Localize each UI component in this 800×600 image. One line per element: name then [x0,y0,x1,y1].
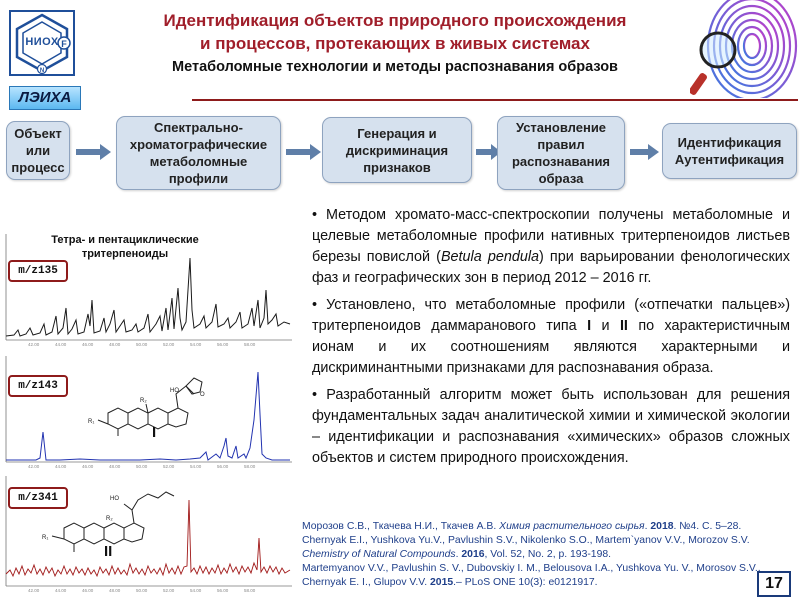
page-subtitle: Метаболомные технологии и методы распознавания образов [172,59,618,75]
flow-step-profiles [116,116,281,190]
flow-step-text: Идентификация [677,135,782,150]
reference-year: 2015 [430,577,454,588]
svg-text:54.00: 54.00 [190,464,202,469]
svg-text:O: O [200,392,205,398]
flow-step-rules [497,116,625,190]
svg-text:42.00: 42.00 [28,342,40,347]
flow-step-text: Установление [515,120,607,135]
bullet-list [312,205,790,475]
svg-text:54.00: 54.00 [190,342,202,347]
svg-text:58.00: 58.00 [244,342,256,347]
reference-item [302,534,787,562]
svg-text:50.00: 50.00 [136,588,148,593]
reference-journal: Химия растительного сырья [499,521,645,532]
svg-text:56.00: 56.00 [217,588,229,593]
reference-authors: Chernyak E.I., Yushkova Yu.V., Pavlushin S.V., Nikolenko S.O., Martem`yanov V.V., Morozov S.V. [302,535,750,546]
bullet-text: • Установлено, что метаболомные профили («отпечатки пальцев») тритерпеноидов даммаранового типа [312,297,790,334]
flow-arrow-icon [286,142,322,162]
svg-text:48.00: 48.00 [109,342,121,347]
flow-step-text: Аутентификация [674,152,785,167]
flow-step-text: признаков [363,159,431,175]
reference-text: . [455,549,462,560]
reference-authors: Martemyanov V.V., Pavlushin S. V., Dubovskiy I. M., Belousova I.A., Yushkova Yu. V., Morosov S.V., Chernyak E. I., Glupov V.V. [302,563,761,588]
svg-text:46.00: 46.00 [82,588,94,593]
reference-item [302,520,787,534]
bullet-item [312,385,790,469]
svg-text:R₁: R₁ [42,535,49,541]
flow-step-object [6,121,70,180]
svg-text:42.00: 42.00 [28,464,40,469]
page-number: 17 [757,571,791,597]
logo-letter-n: N [39,68,45,74]
fingerprint-magnifier-image [690,0,800,98]
svg-text:54.00: 54.00 [190,588,202,593]
compound-ref-i: I [587,318,592,334]
svg-text:42.00: 42.00 [28,588,40,593]
svg-text:56.00: 56.00 [217,342,229,347]
compound-label-ii: II [104,543,113,560]
flow-step-text: дискриминация [345,142,449,158]
flow-step-text: Генерация и [357,125,437,141]
svg-text:46.00: 46.00 [82,342,94,347]
references [302,520,787,590]
flow-step-features [322,117,472,183]
reference-authors: Морозов С.В., Ткачева Н.И., Ткачев А.В. [302,521,500,532]
flow-step-text: метаболомные [149,154,248,169]
chromatogram-title-line-2: тритерпеноиды [81,248,169,260]
reference-item [302,562,787,590]
reference-text: . [644,521,651,532]
svg-text:50.00: 50.00 [136,464,148,469]
logo-text: НИОХ [25,36,59,48]
bullet-text: • Разработанный алгоритм может быть использован для решения фундаментальных задач аналитической химии и химической экологии – идентификации и распознавания «химических» образов сложных объектов и систем природного происхождения. [312,387,790,466]
institute-logo [9,10,75,76]
flow-arrow-icon [630,142,660,162]
fingerprint-icon [690,0,800,98]
flow-arrow-icon [76,142,112,162]
logo-letter-f: F [61,39,67,49]
mz-label: m/z341 [8,487,68,509]
mz-label: m/z135 [8,260,68,282]
flow-step-text: Спектрально- [154,120,243,135]
svg-text:HO: HO [110,496,119,502]
svg-text:50.00: 50.00 [136,342,148,347]
flow-step-text: Объект [14,126,62,141]
flow-step-text: распознавания [511,154,611,169]
svg-text:44.00: 44.00 [55,588,67,593]
bullet-item [312,205,790,289]
reference-year: 2018 [650,521,674,532]
reference-text: .– PLoS ONE 10(3): e0121917. [453,577,598,588]
svg-text:R₂: R₂ [106,516,113,522]
page-title [110,9,680,55]
svg-text:44.00: 44.00 [55,464,67,469]
flow-step-text: или [25,143,51,158]
title-line-1: Идентификация объектов природного происхождения [163,11,627,30]
svg-text:R₁: R₁ [88,419,95,425]
lab-badge: ЛЭИХА [9,86,81,110]
svg-text:52.00: 52.00 [163,588,175,593]
title-divider [192,99,798,101]
bullet-text: • Методом хромато-масс-спектроскопии получены метаболомные и целевые метаболомные профили нативных тритерпеноидов листьев березы повислой ( [312,207,790,265]
bullet-item [312,295,790,379]
title-line-2: и процессов, протекающих в живых системах [200,34,590,53]
bullet-text: ) при варьировании фенологических фаз и географических зон в период 2012 – 2016 гг. [312,249,790,286]
flow-step-text: правил [537,137,585,152]
bullet-text: и [591,318,620,334]
svg-text:58.00: 58.00 [244,588,256,593]
svg-text:56.00: 56.00 [217,464,229,469]
svg-text:44.00: 44.00 [55,342,67,347]
compound-label-i: I [152,424,157,441]
svg-text:R₂: R₂ [140,398,147,404]
flow-step-text: хроматографические [129,137,268,152]
reference-journal: Chemistry of Natural Compounds [302,549,456,560]
bullet-text: по характеристичным ионам и их соотношениям являются характерными и дискриминантными признаками для распознавания образа. [312,318,791,376]
flow-step-text: процесс [11,160,65,175]
flow-step-text: профили [168,171,229,186]
svg-text:48.00: 48.00 [109,588,121,593]
svg-text:52.00: 52.00 [163,464,175,469]
reference-year: 2016 [461,549,485,560]
flow-step-text: образа [538,171,584,186]
svg-text:52.00: 52.00 [163,342,175,347]
mz-label: m/z143 [8,375,68,397]
svg-text:HO: HO [170,388,179,394]
chromatogram-mz143 [0,350,295,470]
chromatogram-title-line-1: Тетра- и пентациклические [51,234,199,246]
flow-step-identification [662,123,797,179]
compound-ref-ii: II [619,318,628,334]
chromatogram-mz135 [0,228,295,348]
svg-text:46.00: 46.00 [82,464,94,469]
reference-text: , Vol. 52, No. 2, p. 193-198. [484,549,612,560]
species-name: Betula pendula [440,249,540,265]
svg-text:48.00: 48.00 [109,464,121,469]
svg-text:58.00: 58.00 [244,464,256,469]
reference-text: . №4. С. 5–28. [673,521,742,532]
